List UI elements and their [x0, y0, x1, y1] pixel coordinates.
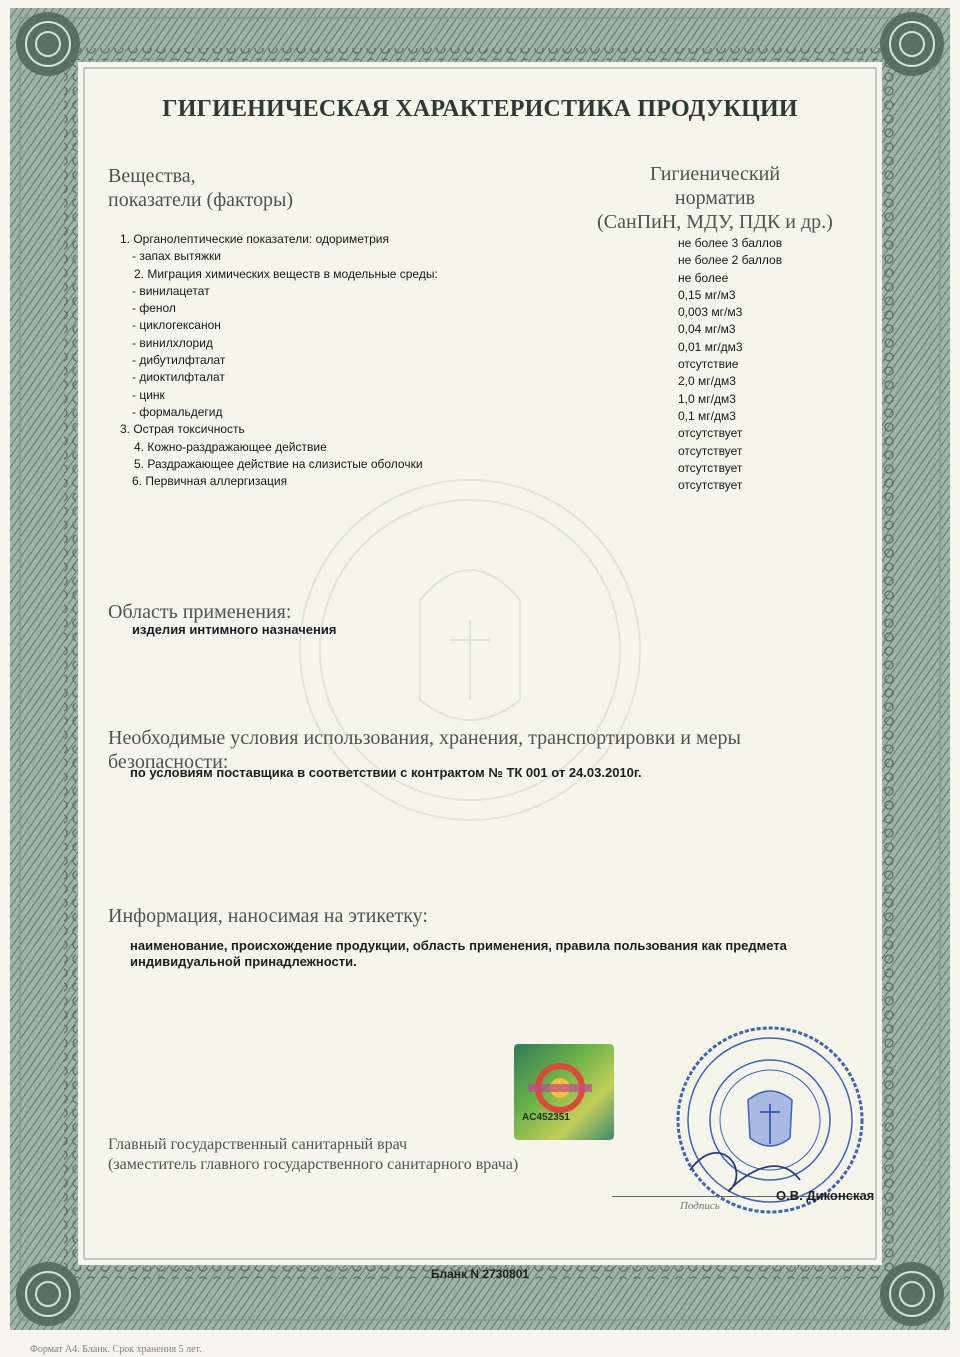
header-right-line: норматив: [674, 187, 756, 209]
chief-title-line: (заместитель главного государственного санитарного врача): [108, 1156, 519, 1173]
indicator-item: - винилхлорид: [132, 335, 213, 350]
indicator-item: 4. Кожно-раздражающее действие: [134, 439, 327, 454]
header-left-line: Вещества,: [108, 165, 196, 187]
indicator-list: [120, 231, 438, 490]
indicator-item: 3. Острая токсичность: [120, 422, 245, 437]
document-title: ГИГИЕНИЧЕСКАЯ ХАРАКТЕРИСТИКА ПРОДУКЦИИ: [162, 96, 798, 122]
norm-value: 0,04 мг/м3: [678, 322, 736, 337]
blank-number: Бланк N 2730801: [430, 1267, 530, 1281]
norm-value: не более: [678, 270, 729, 285]
indicator-item: - фенол: [132, 301, 176, 316]
indicator-item: - запах вытяжки: [132, 249, 221, 264]
indicator-item: 5. Раздражающее действие на слизистые оболочки: [134, 456, 423, 471]
signature-caption: Подпись: [680, 1200, 720, 1212]
norm-value: 2,0 мг/дм3: [678, 374, 736, 389]
norm-value: не более 2 баллов: [678, 253, 783, 268]
conditions-label-line: безопасности:: [108, 751, 229, 773]
signer-name: О.В. Диконская: [776, 1188, 875, 1203]
conditions-label-line: Необходимые условия использования, хранения, транспортировки и меры: [108, 727, 741, 749]
indicator-item: 1. Органолептические показатели: одориметрия: [120, 232, 389, 246]
norm-value: 1,0 мг/дм3: [678, 391, 736, 406]
norm-value: отсутствует: [678, 460, 743, 475]
indicator-item: 2. Миграция химических веществ в модельные среды:: [134, 266, 438, 281]
indicator-item: 6. Первичная аллергизация: [132, 474, 288, 489]
indicator-item: - циклогексанон: [132, 318, 221, 333]
norm-value: 0,003 мг/м3: [678, 305, 743, 320]
norm-value: 0,1 мг/дм3: [678, 408, 736, 423]
form-footnote: Формат А4. Бланк. Срок хранения 5 лет.: [30, 1344, 202, 1355]
indicator-item: - формальдегид: [132, 404, 223, 419]
norm-value: отсутствует: [678, 426, 743, 441]
chief-title-line: Главный государственный санитарный врач: [108, 1136, 408, 1153]
hologram-code: AC452351: [522, 1112, 570, 1123]
scope-value: изделия интимного назначения: [132, 622, 337, 637]
chief-doctor-title: [108, 1135, 518, 1175]
norm-value: 0,01 мг/дм3: [678, 339, 743, 354]
norm-value: не более 3 баллов: [678, 236, 783, 250]
norm-value: отсутствует: [678, 443, 743, 458]
header-right-line: Гигиенический: [649, 163, 781, 185]
norm-value: 0,15 мг/м3: [678, 287, 736, 302]
norm-column-header: [560, 162, 870, 234]
indicator-item: - винилацетат: [132, 283, 210, 298]
hologram-sticker: [514, 1044, 614, 1140]
scope-label: Область применения:: [108, 601, 292, 623]
label-info-label: Информация, наносимая на этикетку:: [108, 905, 428, 927]
header-right-line: (СанПиН, МДУ, ПДК и др.): [597, 211, 833, 233]
header-left-line: показатели (факторы): [108, 189, 294, 211]
indicator-item: - дибутилфталат: [132, 353, 226, 368]
norm-value: отсутствие: [678, 357, 739, 372]
label-info-value-line: индивидуальной принадлежности.: [130, 954, 357, 969]
substances-column-header: [108, 164, 293, 212]
norm-list: [678, 235, 782, 494]
norm-value: отсутствует: [678, 478, 743, 493]
indicator-item: - цинк: [132, 387, 165, 402]
indicator-item: - диоктилфталат: [132, 370, 225, 385]
label-info-value-line: наименование, происхождение продукции, область применения, правила пользования как предмета: [130, 938, 787, 953]
conditions-value: по условиям поставщика в соответствии с контрактом № ТК 001 от 24.03.2010г.: [130, 765, 642, 780]
